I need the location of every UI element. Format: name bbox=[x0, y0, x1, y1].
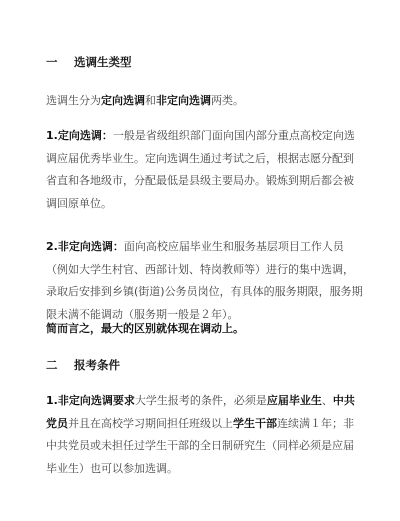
section-number: 一 bbox=[46, 55, 58, 69]
intro-type-b: 非定向选调 bbox=[156, 94, 211, 107]
item-directed-paragraph bbox=[46, 125, 364, 215]
section-title: 报考条件 bbox=[74, 358, 120, 372]
intro-prefix: 选调生分为 bbox=[46, 94, 101, 107]
item-nondirected-paragraph bbox=[46, 236, 364, 326]
item-nondirected-text: 面向高校应届毕业生和服务基层项目工作人员（例如大学生村官、西部计划、特岗教师等）进行的集中选调，录取后安排到乡镇(街道)公务员岗位，有具体的服务期限，服务期限未满不能调动（服务期一般是２年）。 bbox=[46, 240, 363, 321]
item-directed-text: 一般是省级组织部门面向国内部分重点高校定向选调应届优秀毕业生。定向选调生通过考试之后，根据志愿分配到省直和各地级市，分配最低是县级主要局办。锻炼到期后都会被调回原单位。 bbox=[46, 129, 355, 210]
summary-text: 简而言之，最大的区别就体现在调动上。 bbox=[46, 322, 244, 335]
requirements-fresh-graduate: 应届毕业生 bbox=[266, 394, 322, 407]
requirements-party-member: 中共党员 bbox=[46, 394, 355, 430]
requirements-text-2: 、 bbox=[321, 394, 333, 407]
intro-suffix: 两类。 bbox=[211, 94, 244, 107]
item-directed-colon: ： bbox=[101, 129, 113, 142]
requirements-text-3: 并且在高校学习期间担任班级以上 bbox=[68, 416, 233, 430]
intro-and: 和 bbox=[145, 94, 156, 107]
requirements-text-1: 大学生报考的条件，必须是 bbox=[134, 394, 267, 407]
item-directed-label: 1.定向选调 bbox=[46, 129, 102, 142]
requirements-student-cadre: 学生干部 bbox=[233, 416, 277, 430]
section-title: 选调生类型 bbox=[74, 55, 132, 69]
summary-paragraph bbox=[46, 318, 364, 341]
intro-type-a: 定向选调 bbox=[101, 94, 145, 107]
requirements-text-4: 连续满１年；非中共党员或未担任过学生干部的全日制研究生（同样必须是应届毕业生）也可以参加选调。 bbox=[46, 416, 354, 475]
item-nondirected-label: 2.非定向选调 bbox=[46, 240, 113, 253]
requirements-label: 1.非定向选调要求 bbox=[46, 394, 135, 407]
section-heading-2 bbox=[46, 358, 120, 372]
intro-paragraph bbox=[46, 90, 364, 113]
section-number: 二 bbox=[46, 358, 58, 372]
section-heading-1 bbox=[46, 55, 132, 69]
item-nondirected-colon: ： bbox=[112, 240, 124, 253]
requirements-paragraph bbox=[46, 390, 364, 480]
